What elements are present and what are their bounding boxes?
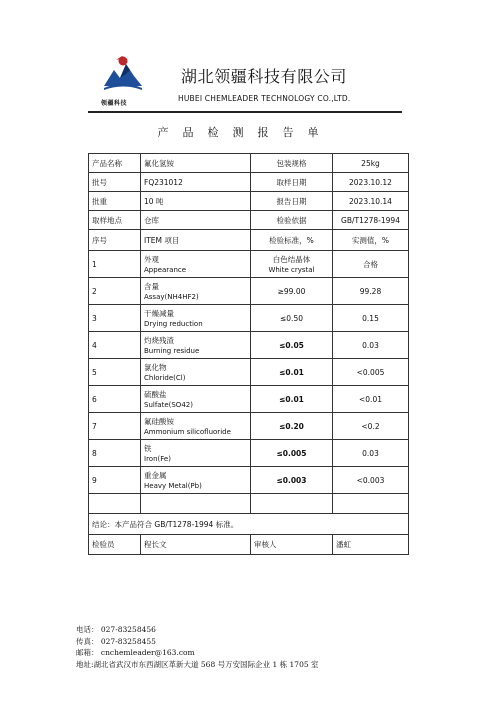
col-standard: 检验标准，% xyxy=(251,230,333,251)
location-label: 取样地点 xyxy=(89,211,141,230)
item-cn: 干燥减量 xyxy=(144,308,174,318)
table-row xyxy=(89,251,409,278)
item-en: Ammonium silicofluoride xyxy=(144,427,231,436)
item-no: 5 xyxy=(89,359,141,386)
item-standard-cn: 白色结晶体 xyxy=(272,254,311,264)
location-value: 仓库 xyxy=(141,211,251,230)
batch-label: 批号 xyxy=(89,173,141,192)
item-cn: 含量 xyxy=(144,281,159,291)
info-row xyxy=(89,211,409,230)
item-actual: <0.2 xyxy=(333,413,409,440)
column-header-row xyxy=(89,230,409,251)
footer-email: 邮箱： cnchemleader@163.com xyxy=(76,648,195,657)
info-row xyxy=(89,154,409,173)
document-title: 产品检测报告单 xyxy=(157,126,333,139)
reviewer-value: 潘虹 xyxy=(333,535,409,555)
item-en: Heavy Metal(Pb) xyxy=(144,481,202,490)
item-cn: 氟硅酸铵 xyxy=(144,416,174,426)
col-no: 序号 xyxy=(89,230,141,251)
item-cn: 硫酸盐 xyxy=(144,389,167,399)
item-actual: <0.005 xyxy=(333,359,409,386)
basis-value: GB/T1278-1994 xyxy=(333,211,409,230)
package-value: 25kg xyxy=(333,154,409,173)
item-no: 4 xyxy=(89,332,141,359)
company-name-cn: 湖北领疆科技有限公司 xyxy=(181,67,348,86)
item-no: 9 xyxy=(89,467,141,494)
table-row xyxy=(89,278,409,305)
item-standard: ≥99.00 xyxy=(251,278,333,305)
item-standard: ≤0.01 xyxy=(251,359,333,386)
item-en: Chloride(Cl) xyxy=(144,373,186,382)
item-actual: 0.15 xyxy=(333,305,409,332)
company-name-en: HUBEI CHEMLEADER TECHNOLOGY CO.,LTD. xyxy=(178,94,351,103)
item-standard: ≤0.50 xyxy=(251,305,333,332)
item-cn: 铁 xyxy=(144,443,152,453)
col-item: ITEM 项目 xyxy=(141,230,251,251)
report-date-label: 报告日期 xyxy=(251,192,333,211)
item-no: 6 xyxy=(89,386,141,413)
item-cn: 外观 xyxy=(144,254,159,264)
item-actual: 0.03 xyxy=(333,440,409,467)
table-row xyxy=(89,386,409,413)
blank-row xyxy=(89,494,409,514)
item-en: Assay(NH4HF2) xyxy=(144,292,199,301)
item-no: 7 xyxy=(89,413,141,440)
conclusion-row xyxy=(89,514,409,535)
header-rule xyxy=(88,111,402,113)
table-row xyxy=(89,413,409,440)
package-label: 包装规格 xyxy=(251,154,333,173)
item-no: 2 xyxy=(89,278,141,305)
footer-phone: 电话： 027-83258456 xyxy=(76,625,156,634)
company-logo-icon xyxy=(100,52,146,98)
item-standard: ≤0.003 xyxy=(251,467,333,494)
col-actual: 实测值，% xyxy=(333,230,409,251)
weight-value: 10 吨 xyxy=(141,192,251,211)
contact-footer xyxy=(76,624,319,670)
reviewer-label: 审核人 xyxy=(251,535,333,555)
item-no: 3 xyxy=(89,305,141,332)
batch-value: FQ231012 xyxy=(141,173,251,192)
product-value: 氟化氢铵 xyxy=(141,154,251,173)
conclusion: 结论：本产品符合 GB/T1278-1994 标准。 xyxy=(89,514,409,535)
item-actual: <0.003 xyxy=(333,467,409,494)
item-standard: White crystal xyxy=(268,265,315,274)
basis-label: 检验依据 xyxy=(251,211,333,230)
inspector-value: 程长文 xyxy=(141,535,251,555)
item-actual: <0.01 xyxy=(333,386,409,413)
item-en: Appearance xyxy=(144,265,187,274)
table-row xyxy=(89,332,409,359)
info-row xyxy=(89,192,409,211)
footer-address: 地址:湖北省武汉市东西湖区革新大道 568 号万安国际企业 1 栋 1705 室 xyxy=(76,659,319,669)
item-standard: ≤0.20 xyxy=(251,413,333,440)
table-row xyxy=(89,359,409,386)
item-actual: 0.03 xyxy=(333,332,409,359)
logo-text: 领疆科技 xyxy=(101,100,128,107)
item-cn: 重金属 xyxy=(144,470,167,480)
item-en: Burning residue xyxy=(144,346,200,355)
table-row xyxy=(89,467,409,494)
sample-date-value: 2023.10.12 xyxy=(333,173,409,192)
item-standard: ≤0.05 xyxy=(251,332,333,359)
item-cn: 灼烧残渣 xyxy=(144,335,174,345)
item-actual: 99.28 xyxy=(333,278,409,305)
report-date-value: 2023.10.14 xyxy=(333,192,409,211)
item-en: Drying reduction xyxy=(144,319,203,328)
item-no: 8 xyxy=(89,440,141,467)
table-row xyxy=(89,440,409,467)
footer-fax: 传真： 027-83258455 xyxy=(76,636,156,646)
item-cn: 氯化物 xyxy=(144,362,167,372)
sample-date-label: 取样日期 xyxy=(251,173,333,192)
item-actual: 合格 xyxy=(333,251,409,278)
info-row xyxy=(89,173,409,192)
signoff-row xyxy=(89,535,409,555)
item-standard: ≤0.01 xyxy=(251,386,333,413)
item-no: 1 xyxy=(89,251,141,278)
item-en: Sulfate(SO42) xyxy=(144,400,193,409)
product-label: 产品名称 xyxy=(89,154,141,173)
inspector-label: 检验员 xyxy=(89,535,141,555)
report-table xyxy=(88,153,409,555)
table-row xyxy=(89,305,409,332)
item-en: Iron(Fe) xyxy=(144,454,171,463)
weight-label: 批重 xyxy=(89,192,141,211)
item-standard: ≤0.005 xyxy=(251,440,333,467)
